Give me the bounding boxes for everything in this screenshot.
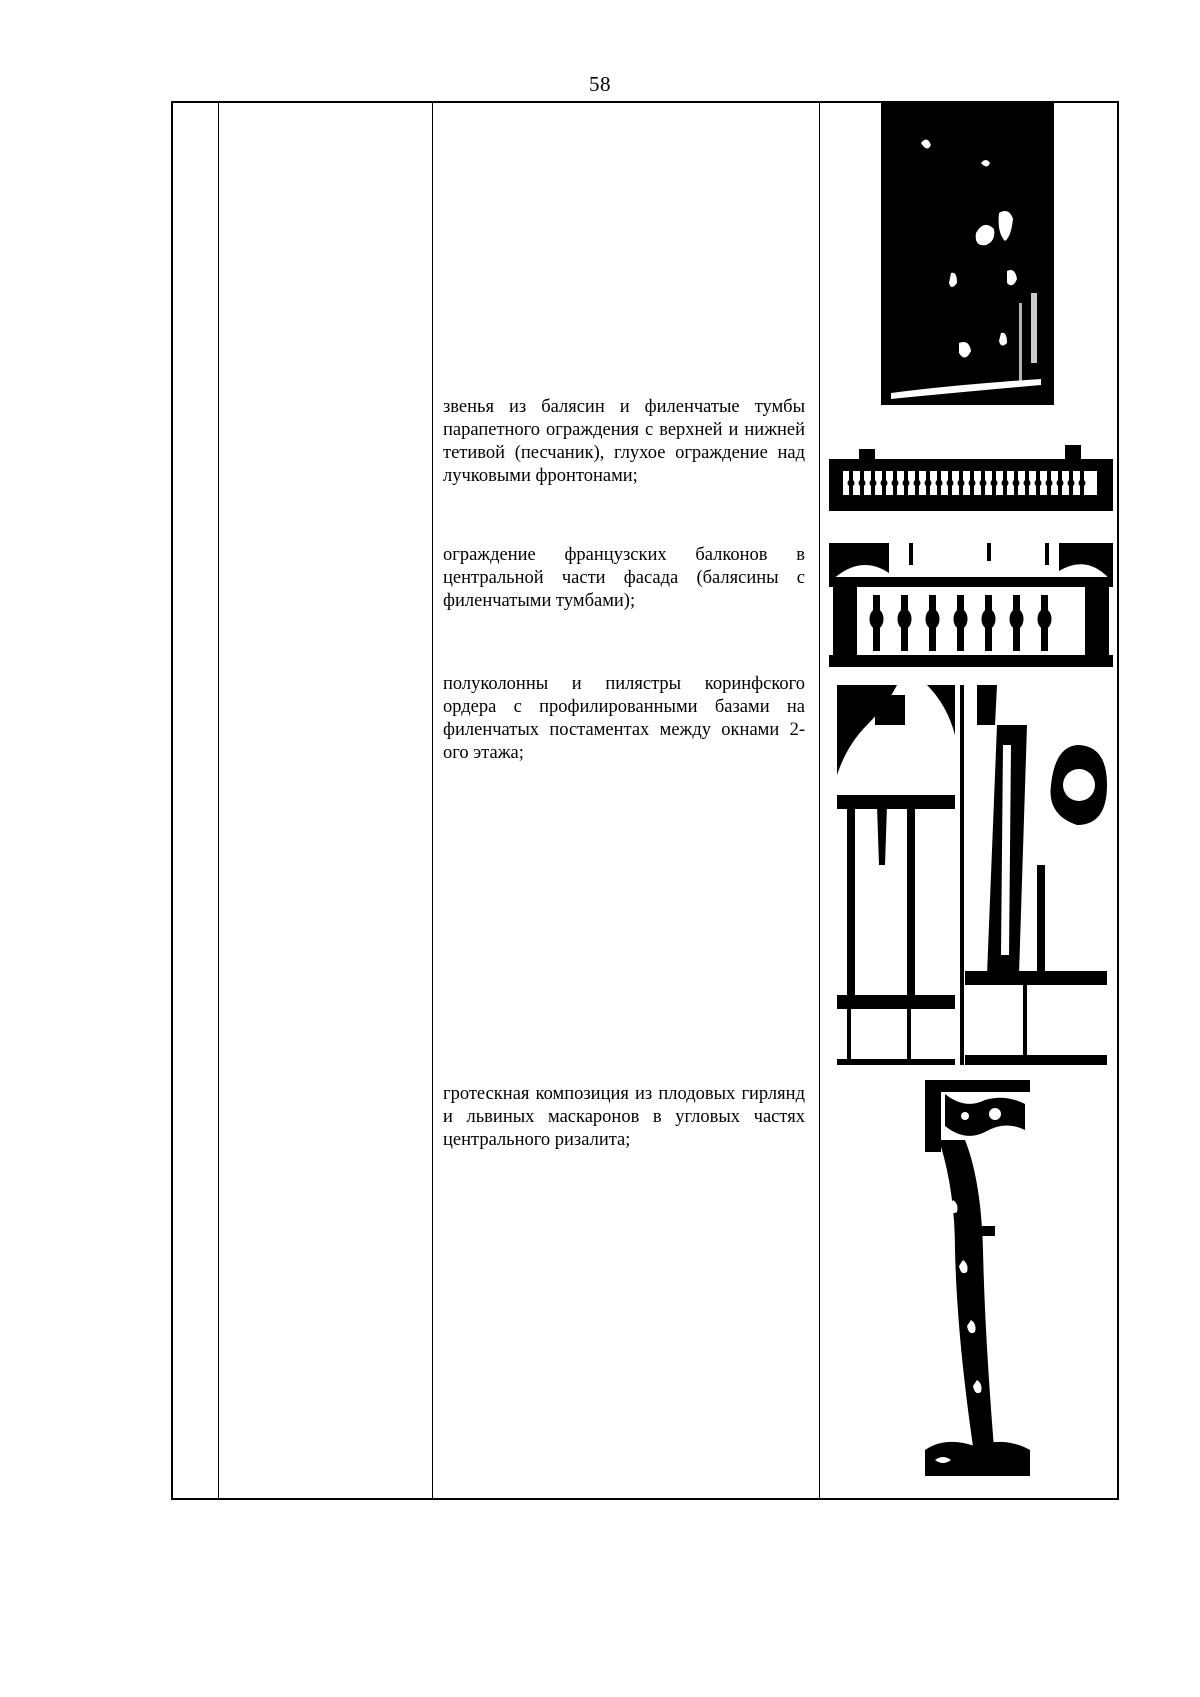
column-divider-2: [432, 103, 433, 1498]
elements-table: [171, 101, 1119, 1500]
column-divider-3: [819, 103, 820, 1498]
corinthian-columns-photo: [837, 685, 1107, 1065]
page-number: 58: [589, 72, 611, 96]
entry-text: полуколонны и пилястры коринфского ордера с профилированными базами на филенчатых постаментах между окнами 2-ого этажа;: [443, 674, 805, 763]
sculpted-relief-photo: [881, 103, 1054, 405]
entry-text: ограждение французских балконов в центральной части фасада (балясины с филенчатыми тумбами);: [443, 545, 805, 611]
column-divider-1: [218, 103, 219, 1498]
balustrade-parapet-photo: [829, 441, 1113, 511]
french-balcony-photo: [829, 543, 1113, 673]
grotesque-garland-photo: [925, 1080, 1030, 1476]
entry-text: звенья из балясин и филенчатые тумбы парапетного ограждения с верхней и нижней тетивой (песчаник), глухое ограждение над лучковыми фронтонами;: [443, 397, 805, 486]
entry-text: гротескная композиция из плодовых гирлянд и львиных маскаронов в угловых частях центрального ризалита;: [443, 1084, 805, 1150]
